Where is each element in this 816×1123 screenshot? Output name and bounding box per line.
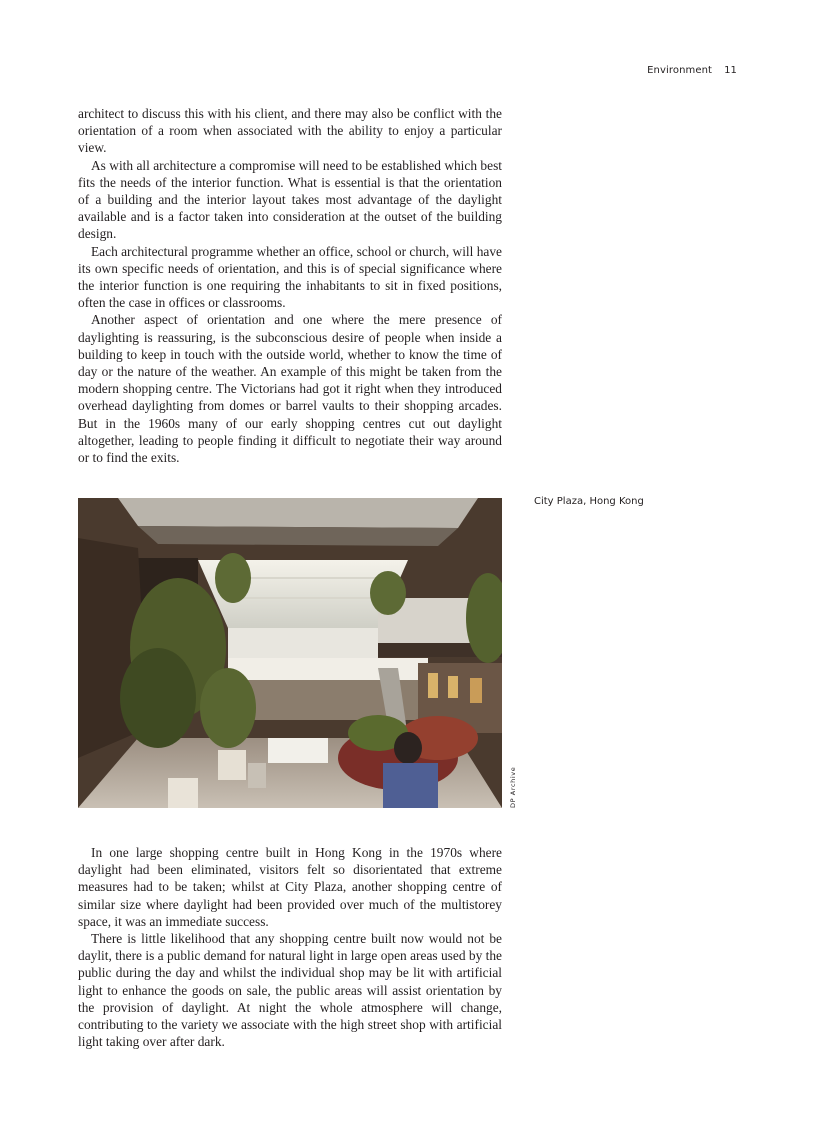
paragraph: architect to discuss this with his client, and there may also be conflict with the orientation of a room when associated with the ability to enjoy a particular view. [78, 106, 502, 156]
figure-caption: City Plaza, Hong Kong [534, 496, 644, 507]
paragraph: There is little likelihood that any shopping centre built now would not be daylit, there is a public demand for natural light in large open areas used by the public during the day and whilst the individual shop may be lit with artificial light to enhance the goods on sale, the public areas will assist orientation by the provision of daylight. At night the whole atmosphere will change, contributing to the variety we associate with the high street shop with artificial light taking over after dark. [78, 931, 502, 1050]
paragraph: As with all architecture a compromise will need to be established which best fits the needs of the interior function. What is essential is that the orientation of a building and the interior layout takes most advantage of the daylight available and is a factor taken into consideration at the outset of the building design. [78, 157, 502, 242]
body-text-bottom [78, 844, 502, 1050]
header-section-title: Environment [647, 65, 713, 76]
photo-credit: DP Archive [509, 766, 517, 808]
city-plaza-photo [78, 498, 502, 808]
paragraph: Each architectural programme whether an office, school or church, will have its own specific needs of orientation, and this is of special significance where the interior function is one requiring the inhabitants to sit in fixed positions, often the case in offices or classrooms. [78, 243, 502, 311]
page-number: 11 [724, 65, 737, 76]
shopping-mall-atrium-illustration [78, 498, 502, 808]
paragraph: In one large shopping centre built in Hong Kong in the 1970s where daylight had been eliminated, visitors felt so disorientated that extreme measures had to be taken; whilst at City Plaza, another shopping centre of similar size where daylight had been provided over much of the multistorey space, it was an immediate success. [78, 845, 502, 929]
paragraph: Another aspect of orientation and one where the mere presence of daylighting is reassuring, is the subconscious desire of people when inside a building to keep in touch with the outside world, whether to know the time of day or the nature of the weather. An example of this might be taken from the modern shopping centre. The Victorians had got it right when they introduced overhead daylighting from domes or barrel vaults to their shopping arcades. But in the 1960s many of our early shopping centres cut out daylight altogether, leading to people finding it difficult to negotiate their way around or to find the exits. [78, 312, 502, 466]
body-text-top [78, 105, 502, 466]
running-header [647, 65, 737, 76]
